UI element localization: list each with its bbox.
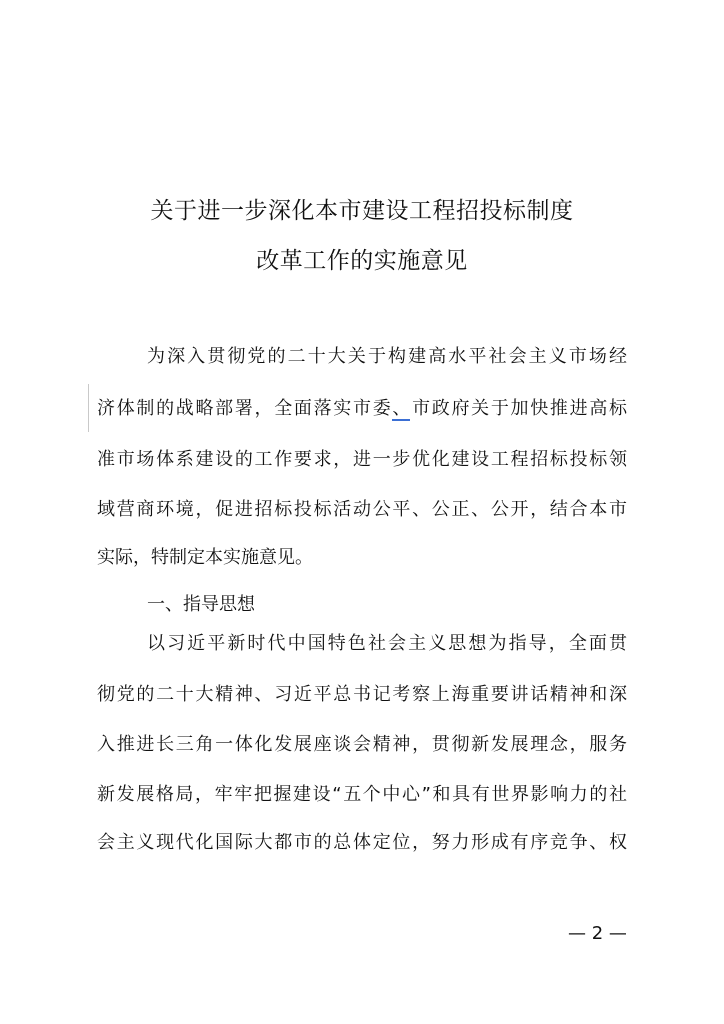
paragraph-1-line-2-text-b: 市政府关于加快推进高标	[410, 398, 628, 419]
paragraph-2-line-2: 彻党的二十大精神、习近平总书记考察上海重要讲话精神和深	[97, 684, 627, 705]
page-number: — 2 —	[568, 923, 627, 944]
paragraph-1-line-2-text-a: 济体制的战略部署，全面落实市委	[97, 398, 393, 419]
document-title-line-2: 改革工作的实施意见	[256, 248, 468, 274]
paragraph-1-line-5: 实际，特制定本实施意见。	[97, 547, 313, 568]
document-title-line-1: 关于进一步深化本市建设工程招投标制度	[150, 198, 574, 224]
paragraph-2-line-5: 会主义现代化国际大都市的总体定位，努力形成有序竞争、权	[97, 832, 627, 853]
paragraph-2-line-3: 入推进长三角一体化发展座谈会精神，贯彻新发展理念，服务	[97, 734, 627, 755]
section-heading-guiding-thought: 一、指导思想	[147, 594, 255, 615]
tracked-change-comma[interactable]: 、	[392, 398, 411, 419]
paragraph-1-line-3: 准市场体系建设的工作要求，进一步优化建设工程招标投标领	[97, 449, 627, 470]
margin-change-marker	[88, 384, 89, 432]
paragraph-1-line-4: 域营商环境，促进招标投标活动公平、公正、公开，结合本市	[97, 499, 627, 520]
paragraph-1-line-2	[97, 396, 627, 422]
paragraph-2-line-1: 以习近平新时代中国特色社会主义思想为指导，全面贯	[147, 633, 627, 654]
paragraph-1-line-1: 为深入贯彻党的二十大关于构建高水平社会主义市场经	[147, 346, 627, 367]
paragraph-2-line-4: 新发展格局，牢牢把握建设“五个中心”和具有世界影响力的社	[97, 784, 627, 805]
